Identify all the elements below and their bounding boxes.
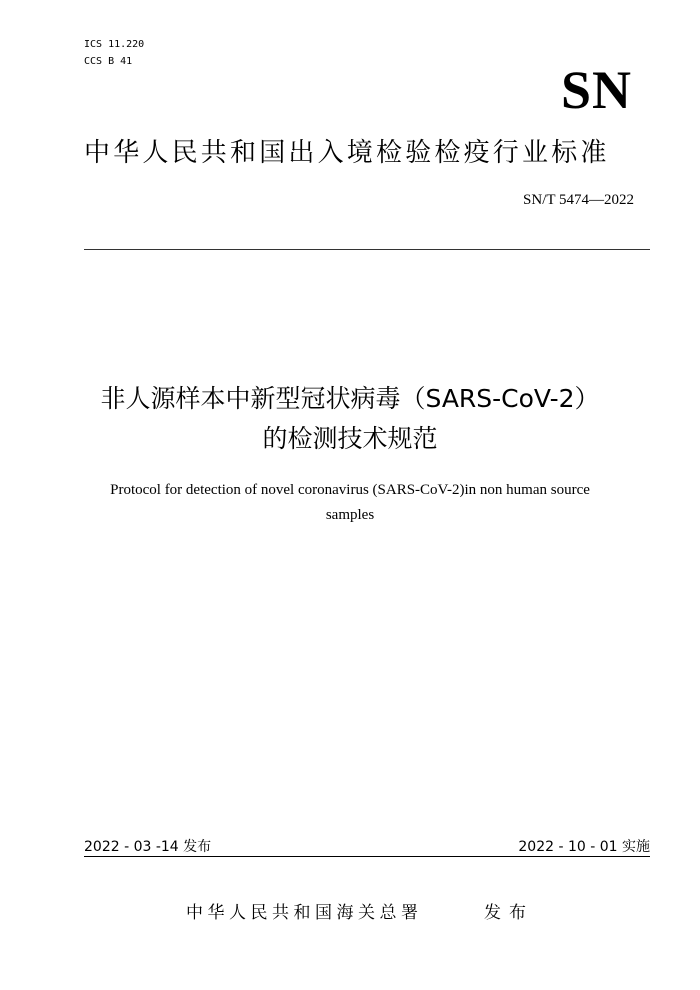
standard-number: SN/T 5474—2022 [523, 192, 634, 208]
issue-date: 2022 - 03 -14 发布 [84, 839, 212, 855]
title-cn-line1: 非人源样本中新型冠状病毒（SARS-CoV-2） [100, 384, 600, 413]
footer-divider [84, 856, 650, 857]
title-en-line1: Protocol for detection of novel coronavirus (SARS-CoV-2)in non human source [110, 482, 590, 498]
header-divider [84, 249, 650, 250]
publisher-name: 中华人民共和国海关总署 [186, 903, 423, 923]
ics-code: ICS 11.220 [84, 39, 145, 50]
title-en-line2: samples [325, 507, 375, 523]
organization-title: 中华人民共和国出入境检验检疫行业标准 [84, 138, 610, 168]
publish-label: 发布 [484, 903, 534, 923]
title-cn-line2: 的检测技术规范 [262, 424, 438, 453]
ccs-code: CCS B 41 [84, 56, 133, 67]
sn-logo: SN [560, 60, 632, 120]
implementation-date: 2022 - 10 - 01 实施 [518, 839, 650, 855]
